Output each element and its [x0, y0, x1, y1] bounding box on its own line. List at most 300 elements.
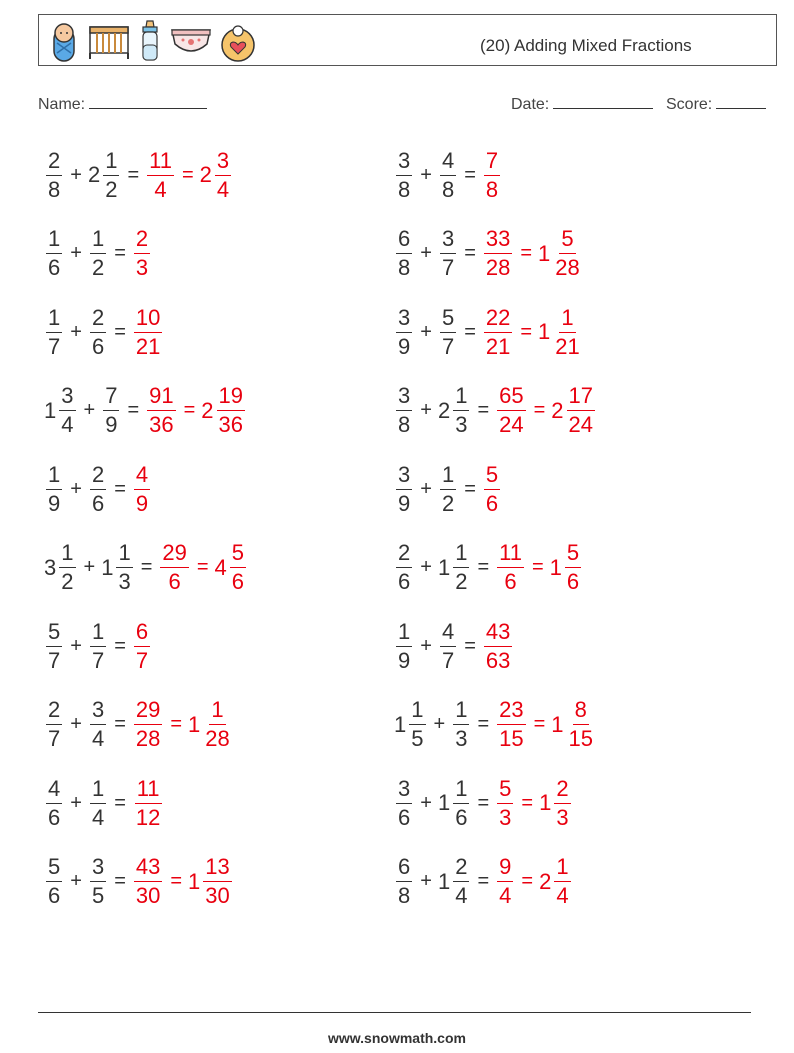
numerator: 1 [59, 539, 75, 568]
denominator: 8 [398, 176, 411, 202]
denominator: 4 [499, 883, 512, 908]
whole-number: 1 [437, 790, 451, 815]
numerator: 5 [230, 539, 246, 568]
whole-number: 1 [437, 868, 451, 894]
fraction [230, 539, 246, 596]
denominator: 30 [205, 883, 230, 908]
answer-equals-sign: = [533, 713, 546, 735]
numerator: 1 [554, 853, 570, 882]
fraction [553, 225, 581, 282]
numerator: 2 [134, 225, 150, 254]
numerator: 1 [396, 618, 412, 647]
footer-divider [38, 1012, 751, 1013]
denominator: 36 [149, 412, 174, 437]
addend-b [88, 461, 108, 518]
denominator: 28 [205, 726, 230, 751]
denominator: 8 [485, 176, 499, 202]
answer-equals-sign: = [521, 791, 534, 814]
denominator: 12 [135, 804, 161, 830]
fraction [453, 539, 469, 596]
denominator: 30 [135, 883, 161, 908]
denominator: 4 [91, 726, 105, 751]
answer-mixed [539, 853, 573, 910]
denominator: 4 [216, 176, 230, 202]
fraction [554, 775, 570, 832]
denominator: 6 [48, 255, 61, 280]
answer-improper [495, 382, 527, 439]
addend-b [438, 147, 458, 204]
numerator: 33 [484, 225, 512, 254]
numerator: 4 [134, 461, 150, 490]
numerator: 4 [46, 775, 62, 804]
numerator: 11 [497, 539, 524, 568]
answer-improper [495, 853, 515, 910]
addend-a [394, 775, 414, 832]
answer-mixed [215, 539, 249, 596]
denominator: 6 [231, 569, 245, 594]
fraction [484, 461, 500, 518]
fraction [46, 304, 62, 361]
fraction [46, 461, 62, 518]
numerator: 5 [484, 461, 500, 490]
equals-sign: = [477, 713, 490, 735]
answer-improper [145, 147, 176, 204]
fraction [46, 147, 62, 204]
worksheet-title: (20) Adding Mixed Fractions [480, 36, 692, 55]
fraction [134, 304, 162, 361]
fraction [396, 539, 412, 596]
numerator: 3 [396, 775, 412, 804]
fraction [453, 382, 469, 439]
plus-sign: + [420, 163, 432, 186]
problem-item [44, 221, 152, 287]
denominator: 7 [91, 647, 105, 673]
fraction [46, 225, 62, 282]
answer-improper [132, 696, 164, 753]
denominator: 7 [441, 255, 455, 280]
whole-number: 2 [539, 868, 552, 894]
addend-b [438, 618, 458, 675]
denominator: 7 [48, 333, 61, 359]
numerator: 13 [203, 853, 231, 882]
denominator: 24 [568, 412, 594, 437]
addend-a [394, 304, 414, 361]
answer-improper [132, 775, 164, 832]
addend-a [394, 225, 414, 282]
numerator: 1 [90, 775, 106, 804]
fraction [46, 618, 62, 675]
denominator: 28 [135, 726, 161, 751]
equals-sign: = [477, 556, 490, 578]
fraction [116, 539, 132, 596]
denominator: 7 [135, 647, 149, 673]
whole-number: 2 [551, 397, 564, 423]
answer-mixed [188, 696, 234, 753]
fraction [396, 304, 412, 361]
answer-improper [495, 539, 526, 596]
equals-sign: = [464, 242, 476, 264]
addend-a [394, 461, 414, 518]
fraction [59, 382, 75, 439]
addend-b [438, 853, 472, 910]
addend-b [438, 775, 472, 832]
equals-sign: = [477, 791, 490, 814]
answer-improper [482, 225, 514, 282]
fraction [484, 618, 512, 675]
denominator: 15 [499, 726, 524, 751]
fraction [440, 147, 456, 204]
problem-item [44, 299, 164, 365]
addend-a [394, 382, 414, 439]
fraction [453, 775, 469, 832]
equals-sign: = [464, 163, 476, 186]
denominator: 8 [398, 412, 411, 437]
problem-item [394, 142, 502, 208]
addend-b [101, 382, 121, 439]
addend-b [438, 461, 458, 518]
denominator: 4 [91, 804, 105, 830]
whole-number: 1 [539, 790, 552, 815]
fraction [440, 461, 456, 518]
answer-improper [482, 618, 514, 675]
addend-b [88, 696, 108, 753]
addend-b [451, 696, 471, 753]
fraction [134, 461, 150, 518]
fraction [554, 853, 570, 910]
numerator: 3 [396, 147, 412, 176]
plus-sign: + [83, 556, 96, 578]
answer-equals-sign: = [531, 556, 544, 578]
denominator: 3 [455, 726, 468, 751]
numerator: 2 [554, 775, 570, 804]
denominator: 8 [398, 255, 411, 280]
addend-b [88, 618, 108, 675]
denominator: 3 [499, 804, 512, 830]
whole-number: 1 [44, 397, 57, 423]
name-label: Name: [38, 96, 86, 113]
numerator: 10 [134, 304, 162, 333]
problem-item [44, 770, 164, 836]
fraction [147, 147, 174, 204]
fraction [396, 225, 412, 282]
addend-a [44, 775, 64, 832]
numerator: 7 [103, 382, 119, 411]
denominator: 21 [555, 333, 580, 359]
denominator: 9 [398, 490, 411, 516]
numerator: 5 [440, 304, 456, 333]
fraction [497, 696, 525, 753]
denominator: 6 [455, 804, 468, 830]
denominator: 21 [485, 333, 511, 359]
numerator: 4 [440, 618, 456, 647]
fraction [396, 382, 412, 439]
numerator: 8 [573, 696, 589, 725]
plus-sign: + [70, 634, 82, 657]
answer-improper [132, 618, 152, 675]
denominator: 63 [485, 647, 511, 673]
fraction [396, 853, 412, 910]
fraction [453, 853, 469, 910]
numerator: 6 [396, 853, 412, 882]
addend-a [44, 147, 64, 204]
denominator: 6 [485, 490, 499, 516]
numerator: 2 [90, 461, 106, 490]
denominator: 7 [441, 333, 455, 359]
denominator: 3 [455, 412, 468, 437]
denominator: 3 [556, 804, 569, 830]
addend-b [88, 304, 108, 361]
numerator: 43 [134, 853, 162, 882]
answer-improper [132, 461, 152, 518]
denominator: 8 [441, 176, 455, 202]
numerator: 29 [134, 696, 162, 725]
denominator: 9 [135, 490, 149, 516]
whole-number: 2 [199, 162, 212, 187]
fraction [565, 539, 581, 596]
fraction [103, 382, 119, 439]
problem-item [44, 849, 234, 915]
fraction [160, 539, 188, 596]
date-label: Date: [511, 96, 550, 113]
plus-sign: + [70, 320, 82, 343]
denominator: 2 [441, 490, 455, 516]
numerator: 5 [46, 618, 62, 647]
numerator: 6 [134, 618, 150, 647]
denominator: 3 [135, 255, 149, 280]
denominator: 9 [48, 490, 61, 516]
answer-improper [482, 461, 502, 518]
plus-sign: + [420, 791, 432, 814]
fraction [215, 147, 231, 204]
denominator: 2 [61, 569, 74, 594]
fraction [497, 382, 525, 439]
problem-item [44, 456, 152, 522]
answer-equals-sign: = [196, 556, 209, 578]
fraction [497, 775, 513, 832]
fraction [134, 853, 162, 910]
numerator: 1 [46, 461, 62, 490]
numerator: 2 [453, 853, 469, 882]
answer-equals-sign: = [170, 870, 183, 892]
numerator: 6 [396, 225, 412, 254]
equals-sign: = [114, 634, 126, 657]
addend-a [394, 147, 414, 204]
problem-item [394, 849, 573, 915]
numerator: 2 [46, 147, 62, 176]
equals-sign: = [127, 163, 140, 186]
plus-sign: + [70, 713, 82, 735]
numerator: 11 [147, 147, 174, 176]
numerator: 3 [396, 382, 412, 411]
denominator: 7 [441, 647, 455, 673]
addend-a [394, 618, 414, 675]
denominator: 7 [48, 726, 61, 751]
numerator: 3 [90, 853, 106, 882]
denominator: 6 [398, 569, 411, 594]
fraction [90, 461, 106, 518]
addend-a [394, 539, 414, 596]
numerator: 9 [497, 853, 513, 882]
whole-number: 2 [437, 397, 451, 423]
denominator: 9 [105, 412, 118, 437]
numerator: 5 [497, 775, 513, 804]
denominator: 36 [218, 412, 244, 437]
problem-item [394, 692, 597, 758]
plus-sign: + [70, 242, 82, 264]
fraction [90, 225, 106, 282]
numerator: 1 [90, 225, 106, 254]
equals-sign: = [114, 477, 126, 500]
fraction [147, 382, 175, 439]
plus-sign: + [420, 399, 432, 421]
fraction [440, 304, 456, 361]
equals-sign: = [127, 399, 140, 421]
fraction [90, 304, 106, 361]
denominator: 6 [91, 333, 105, 359]
numerator: 1 [440, 461, 456, 490]
addend-a [44, 853, 64, 910]
whole-number: 1 [549, 554, 562, 580]
equals-sign: = [464, 634, 476, 657]
denominator: 28 [485, 255, 511, 280]
plus-sign: + [420, 477, 432, 500]
whole-number: 1 [437, 554, 451, 580]
denominator: 28 [555, 255, 580, 280]
fraction [440, 225, 456, 282]
numerator: 23 [497, 696, 525, 725]
numerator: 5 [559, 225, 575, 254]
answer-mixed [551, 696, 597, 753]
addend-b [438, 304, 458, 361]
numerator: 1 [453, 382, 469, 411]
fraction [396, 461, 412, 518]
answer-improper [132, 304, 164, 361]
answer-improper [132, 853, 164, 910]
numerator: 1 [90, 618, 106, 647]
plus-sign: + [420, 242, 432, 264]
fraction [497, 853, 513, 910]
denominator: 6 [48, 804, 61, 830]
equals-sign: = [114, 320, 126, 343]
addend-b [101, 539, 135, 596]
numerator: 1 [116, 539, 132, 568]
answer-improper [132, 225, 152, 282]
answer-equals-sign: = [183, 399, 196, 421]
numerator: 1 [453, 539, 469, 568]
answer-mixed [550, 539, 584, 596]
answer-mixed [538, 304, 584, 361]
plus-sign: + [83, 399, 96, 421]
fraction [134, 775, 162, 832]
plus-sign: + [420, 870, 432, 892]
addend-a [44, 618, 64, 675]
numerator: 3 [396, 461, 412, 490]
equals-sign: = [140, 556, 153, 578]
denominator: 4 [154, 176, 167, 202]
addend-a [44, 225, 64, 282]
addend-b [438, 382, 472, 439]
fraction [46, 853, 62, 910]
fraction [90, 618, 106, 675]
denominator: 4 [556, 883, 569, 908]
denominator: 6 [566, 569, 580, 594]
numerator: 1 [46, 304, 62, 333]
addend-a [44, 382, 78, 439]
plus-sign: + [433, 713, 446, 735]
fraction [497, 539, 524, 596]
numerator: 4 [440, 147, 456, 176]
addend-a [44, 304, 64, 361]
fraction [409, 696, 425, 753]
fraction [553, 304, 581, 361]
numerator: 3 [90, 696, 106, 725]
fraction [453, 696, 469, 753]
denominator: 21 [135, 333, 161, 359]
numerator: 91 [147, 382, 175, 411]
whole-number: 1 [538, 319, 551, 344]
plus-sign: + [420, 320, 432, 343]
answer-improper [482, 147, 502, 204]
whole-number: 2 [87, 162, 101, 187]
denominator: 2 [91, 255, 105, 280]
equals-sign: = [114, 713, 126, 735]
answer-equals-sign: = [170, 713, 183, 735]
equals-sign: = [114, 242, 126, 264]
answer-equals-sign: = [533, 399, 546, 421]
fraction [440, 618, 456, 675]
problem-item [394, 770, 573, 836]
fraction [567, 696, 595, 753]
whole-number: 1 [538, 240, 551, 266]
fraction [203, 853, 231, 910]
problem-item [394, 221, 584, 287]
problem-item [394, 456, 502, 522]
fraction [134, 225, 150, 282]
numerator: 17 [567, 382, 595, 411]
addend-a [394, 696, 428, 753]
answer-improper [158, 539, 190, 596]
numerator: 11 [135, 775, 162, 804]
fraction [484, 304, 512, 361]
score-label: Score: [666, 96, 713, 113]
denominator: 5 [411, 726, 424, 751]
answer-mixed [538, 225, 584, 282]
answer-mixed [200, 147, 234, 204]
answer-improper [495, 775, 515, 832]
addend-a [44, 696, 64, 753]
fraction [134, 696, 162, 753]
fraction [396, 147, 412, 204]
plus-sign: + [70, 163, 82, 186]
answer-mixed [551, 382, 597, 439]
problem-item [44, 692, 234, 758]
equals-sign: = [477, 399, 490, 421]
problem-item [44, 613, 152, 679]
numerator: 3 [215, 147, 231, 176]
numerator: 1 [453, 696, 469, 725]
plus-sign: + [420, 634, 432, 657]
numerator: 1 [409, 696, 425, 725]
numerator: 1 [559, 304, 575, 333]
denominator: 8 [398, 883, 411, 908]
answer-equals-sign: = [520, 242, 533, 264]
equals-sign: = [464, 320, 476, 343]
problem-item [44, 535, 248, 601]
problem-item [394, 378, 597, 444]
fraction [567, 382, 595, 439]
fraction [90, 696, 106, 753]
denominator: 2 [105, 176, 118, 202]
